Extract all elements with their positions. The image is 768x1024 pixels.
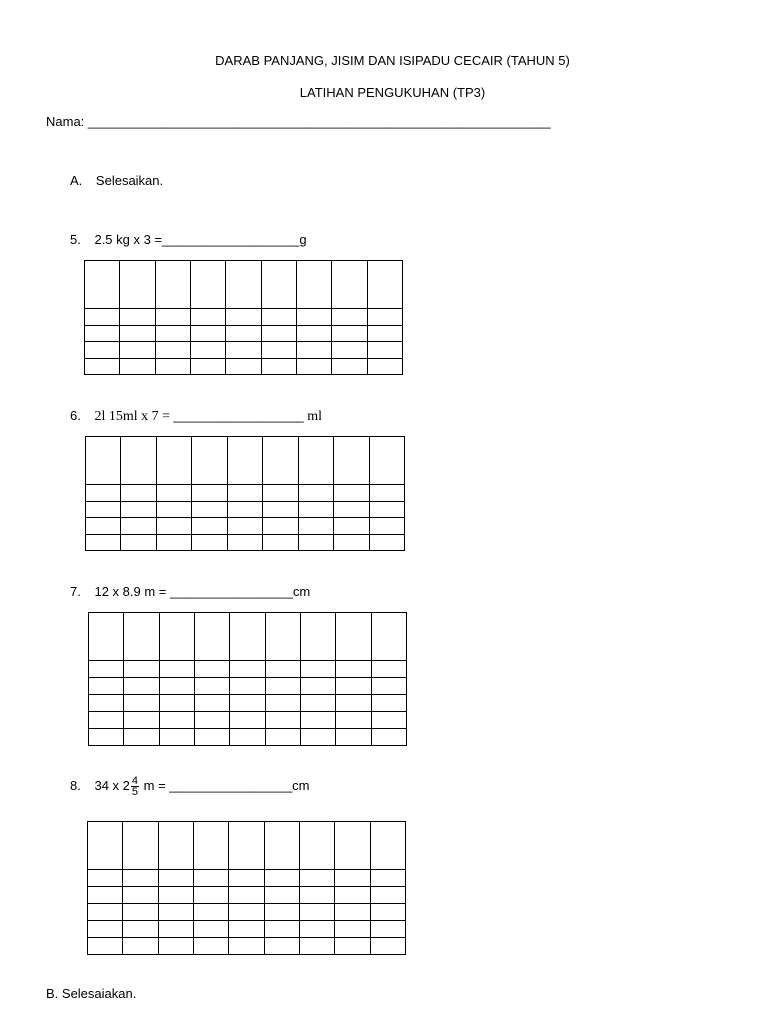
- grid-cell: [88, 904, 123, 921]
- grid-cell: [229, 822, 264, 870]
- grid-header-row: [86, 437, 405, 485]
- grid-cell: [367, 309, 402, 326]
- question-text-post: m = _________________cm: [140, 777, 310, 793]
- answer-blank: __________________: [173, 408, 304, 423]
- grid-cell: [192, 501, 227, 518]
- question-8: [70, 776, 310, 797]
- grid-cell: [332, 325, 367, 342]
- grid-cell: [370, 822, 405, 870]
- grid-cell: [155, 325, 190, 342]
- grid-cell: [369, 518, 405, 535]
- grid-cell: [332, 358, 367, 375]
- grid-cell: [124, 712, 159, 729]
- grid-cell: [85, 261, 120, 309]
- grid-row: [88, 870, 406, 887]
- grid-header-row: [85, 261, 403, 309]
- grid-cell: [299, 921, 334, 938]
- grid-cell: [123, 822, 158, 870]
- grid-cell: [89, 661, 124, 678]
- grid-cell: [230, 729, 265, 746]
- grid-cell: [192, 437, 227, 485]
- grid-cell: [371, 712, 406, 729]
- grid-cell: [158, 938, 193, 955]
- grid-cell: [300, 613, 335, 661]
- grid-cell: [265, 678, 300, 695]
- grid-row: [85, 342, 403, 359]
- answer-unit: ml: [303, 409, 322, 424]
- grid-cell: [263, 437, 298, 485]
- grid-cell: [371, 678, 406, 695]
- grid-cell: [123, 870, 158, 887]
- grid-row: [86, 501, 405, 518]
- grid-cell: [192, 534, 227, 551]
- section-b-heading: B. Selesaiakan.: [46, 986, 137, 1001]
- grid-cell: [264, 822, 299, 870]
- grid-cell: [264, 938, 299, 955]
- grid-cell: [193, 938, 228, 955]
- grid-cell: [159, 613, 194, 661]
- grid-cell: [89, 712, 124, 729]
- grid-cell: [159, 695, 194, 712]
- grid-cell: [370, 887, 405, 904]
- grid-cell: [158, 921, 193, 938]
- grid-cell: [85, 342, 120, 359]
- grid-cell: [86, 534, 121, 551]
- working-grid-q8: [87, 821, 406, 955]
- grid-cell: [370, 938, 405, 955]
- grid-cell: [336, 678, 371, 695]
- grid-cell: [193, 904, 228, 921]
- grid-cell: [156, 534, 191, 551]
- grid-cell: [226, 342, 261, 359]
- grid-cell: [336, 613, 371, 661]
- grid-cell: [335, 822, 370, 870]
- grid-row: [86, 485, 405, 502]
- grid-cell: [335, 938, 370, 955]
- grid-cell: [159, 712, 194, 729]
- section-a-heading: [70, 173, 163, 188]
- question-number: 7.: [70, 584, 81, 599]
- grid-cell: [334, 518, 369, 535]
- name-line: ________________________________________________________________: [87, 114, 551, 129]
- question-7: [70, 584, 310, 599]
- grid-row: [89, 678, 407, 695]
- grid-cell: [265, 695, 300, 712]
- grid-cell: [227, 501, 262, 518]
- grid-row: [88, 904, 406, 921]
- grid-cell: [335, 870, 370, 887]
- grid-cell: [89, 678, 124, 695]
- grid-cell: [190, 342, 225, 359]
- grid-cell: [371, 661, 406, 678]
- grid-row: [85, 358, 403, 375]
- grid-cell: [226, 325, 261, 342]
- grid-cell: [263, 501, 298, 518]
- grid-cell: [89, 695, 124, 712]
- grid-cell: [296, 358, 331, 375]
- grid-cell: [367, 358, 402, 375]
- grid-cell: [159, 678, 194, 695]
- grid-cell: [88, 921, 123, 938]
- grid-cell: [121, 437, 156, 485]
- grid-cell: [156, 437, 191, 485]
- grid-cell: [226, 261, 261, 309]
- grid-cell: [193, 887, 228, 904]
- grid-row: [85, 309, 403, 326]
- worksheet-title: DARAB PANJANG, JISIM DAN ISIPADU CECAIR (TAHUN 5): [215, 53, 570, 68]
- grid-row: [89, 712, 407, 729]
- grid-cell: [124, 695, 159, 712]
- grid-cell: [192, 485, 227, 502]
- grid-cell: [86, 501, 121, 518]
- question-6: [70, 408, 322, 425]
- grid-cell: [298, 485, 333, 502]
- grid-row: [89, 729, 407, 746]
- grid-cell: [296, 342, 331, 359]
- grid-cell: [120, 342, 155, 359]
- grid-cell: [158, 887, 193, 904]
- name-field: [46, 114, 551, 129]
- grid-cell: [367, 325, 402, 342]
- grid-cell: [369, 534, 405, 551]
- grid-cell: [85, 358, 120, 375]
- grid-cell: [336, 695, 371, 712]
- mixed-fraction: [131, 776, 139, 797]
- grid-cell: [335, 887, 370, 904]
- grid-cell: [334, 485, 369, 502]
- grid-cell: [194, 729, 229, 746]
- grid-cell: [123, 938, 158, 955]
- grid-cell: [190, 261, 225, 309]
- grid-cell: [265, 712, 300, 729]
- grid-cell: [88, 938, 123, 955]
- grid-cell: [193, 921, 228, 938]
- grid-cell: [190, 325, 225, 342]
- grid-cell: [300, 712, 335, 729]
- grid-cell: [298, 534, 333, 551]
- grid-cell: [121, 501, 156, 518]
- grid-cell: [227, 437, 262, 485]
- working-grid-q5: [84, 260, 403, 375]
- section-a-label: A.: [70, 173, 83, 188]
- grid-cell: [370, 904, 405, 921]
- grid-cell: [123, 921, 158, 938]
- grid-cell: [88, 870, 123, 887]
- grid-cell: [261, 342, 296, 359]
- grid-cell: [299, 938, 334, 955]
- grid-cell: [229, 870, 264, 887]
- grid-cell: [263, 534, 298, 551]
- grid-cell: [335, 921, 370, 938]
- grid-cell: [158, 822, 193, 870]
- grid-cell: [226, 309, 261, 326]
- grid-cell: [124, 678, 159, 695]
- grid-cell: [296, 309, 331, 326]
- grid-row: [85, 325, 403, 342]
- grid-cell: [190, 309, 225, 326]
- grid-cell: [300, 695, 335, 712]
- grid-cell: [370, 921, 405, 938]
- grid-cell: [227, 534, 262, 551]
- working-grid-q6: [85, 436, 405, 551]
- grid-cell: [88, 822, 123, 870]
- grid-header-row: [88, 822, 406, 870]
- worksheet-subtitle: LATIHAN PENGUKUHAN (TP3): [299, 85, 486, 100]
- grid-header-row: [89, 613, 407, 661]
- grid-cell: [194, 678, 229, 695]
- grid-cell: [263, 485, 298, 502]
- grid-cell: [194, 661, 229, 678]
- grid-cell: [123, 887, 158, 904]
- grid-cell: [192, 518, 227, 535]
- grid-cell: [299, 822, 334, 870]
- grid-cell: [230, 613, 265, 661]
- grid-cell: [367, 261, 402, 309]
- grid-cell: [298, 518, 333, 535]
- grid-cell: [296, 261, 331, 309]
- grid-cell: [264, 904, 299, 921]
- grid-cell: [229, 904, 264, 921]
- grid-cell: [124, 661, 159, 678]
- grid-cell: [299, 904, 334, 921]
- grid-cell: [226, 358, 261, 375]
- grid-cell: [156, 485, 191, 502]
- grid-cell: [299, 887, 334, 904]
- grid-cell: [264, 921, 299, 938]
- grid-cell: [298, 501, 333, 518]
- grid-cell: [264, 870, 299, 887]
- grid-cell: [86, 485, 121, 502]
- question-text: 12 x 8.9 m = _________________cm: [94, 584, 311, 599]
- grid-cell: [85, 309, 120, 326]
- grid-cell: [265, 661, 300, 678]
- grid-cell: [230, 695, 265, 712]
- grid-cell: [332, 342, 367, 359]
- grid-cell: [89, 613, 124, 661]
- grid-cell: [367, 342, 402, 359]
- grid-cell: [159, 729, 194, 746]
- grid-cell: [124, 729, 159, 746]
- grid-cell: [155, 342, 190, 359]
- grid-cell: [332, 261, 367, 309]
- grid-cell: [156, 518, 191, 535]
- working-grid-q7: [88, 612, 407, 746]
- grid-cell: [229, 887, 264, 904]
- grid-cell: [300, 678, 335, 695]
- grid-cell: [85, 325, 120, 342]
- grid-cell: [230, 661, 265, 678]
- grid-cell: [334, 501, 369, 518]
- grid-cell: [298, 437, 333, 485]
- section-a-text: Selesaikan.: [95, 173, 164, 188]
- grid-cell: [261, 358, 296, 375]
- grid-cell: [120, 261, 155, 309]
- grid-cell: [336, 661, 371, 678]
- grid-cell: [371, 729, 406, 746]
- grid-cell: [336, 712, 371, 729]
- grid-cell: [120, 309, 155, 326]
- grid-cell: [155, 358, 190, 375]
- grid-cell: [334, 437, 369, 485]
- grid-cell: [369, 437, 405, 485]
- question-number: 5.: [70, 232, 81, 247]
- grid-cell: [194, 695, 229, 712]
- grid-cell: [156, 501, 191, 518]
- grid-cell: [369, 485, 405, 502]
- grid-row: [88, 921, 406, 938]
- grid-cell: [334, 534, 369, 551]
- question-text: 34 x 2: [94, 777, 130, 793]
- grid-cell: [263, 518, 298, 535]
- grid-cell: [158, 904, 193, 921]
- grid-cell: [227, 485, 262, 502]
- grid-row: [88, 887, 406, 904]
- grid-cell: [335, 904, 370, 921]
- grid-cell: [300, 661, 335, 678]
- grid-cell: [155, 261, 190, 309]
- grid-cell: [194, 712, 229, 729]
- grid-cell: [193, 870, 228, 887]
- grid-cell: [230, 712, 265, 729]
- grid-cell: [158, 870, 193, 887]
- grid-cell: [369, 501, 405, 518]
- grid-cell: [371, 695, 406, 712]
- grid-cell: [229, 938, 264, 955]
- grid-cell: [332, 309, 367, 326]
- grid-cell: [120, 358, 155, 375]
- grid-cell: [120, 325, 155, 342]
- fraction-denominator: 5: [131, 786, 139, 798]
- grid-cell: [194, 613, 229, 661]
- grid-row: [89, 695, 407, 712]
- grid-cell: [124, 613, 159, 661]
- grid-cell: [299, 870, 334, 887]
- grid-cell: [86, 437, 121, 485]
- grid-cell: [86, 518, 121, 535]
- grid-cell: [89, 729, 124, 746]
- grid-cell: [229, 921, 264, 938]
- grid-row: [89, 661, 407, 678]
- grid-row: [86, 518, 405, 535]
- name-label: Nama:: [46, 114, 88, 129]
- grid-cell: [261, 309, 296, 326]
- grid-cell: [121, 534, 156, 551]
- grid-cell: [264, 887, 299, 904]
- question-number: 8.: [70, 777, 81, 793]
- grid-cell: [159, 661, 194, 678]
- grid-cell: [370, 870, 405, 887]
- grid-row: [86, 534, 405, 551]
- grid-cell: [88, 887, 123, 904]
- grid-cell: [121, 518, 156, 535]
- question-text: 2.5 kg x 3 =___________________g: [94, 232, 307, 247]
- grid-cell: [121, 485, 156, 502]
- grid-cell: [123, 904, 158, 921]
- grid-cell: [261, 261, 296, 309]
- grid-cell: [230, 678, 265, 695]
- grid-cell: [371, 613, 406, 661]
- grid-cell: [300, 729, 335, 746]
- grid-cell: [190, 358, 225, 375]
- grid-cell: [265, 613, 300, 661]
- question-5: [70, 232, 307, 247]
- grid-cell: [193, 822, 228, 870]
- grid-cell: [261, 325, 296, 342]
- grid-cell: [296, 325, 331, 342]
- grid-cell: [155, 309, 190, 326]
- question-number: 6.: [70, 408, 81, 423]
- grid-row: [88, 938, 406, 955]
- fraction-numerator: 4: [131, 775, 139, 787]
- grid-cell: [265, 729, 300, 746]
- grid-cell: [336, 729, 371, 746]
- question-text: 2l 15ml x 7 =: [94, 409, 174, 424]
- grid-cell: [227, 518, 262, 535]
